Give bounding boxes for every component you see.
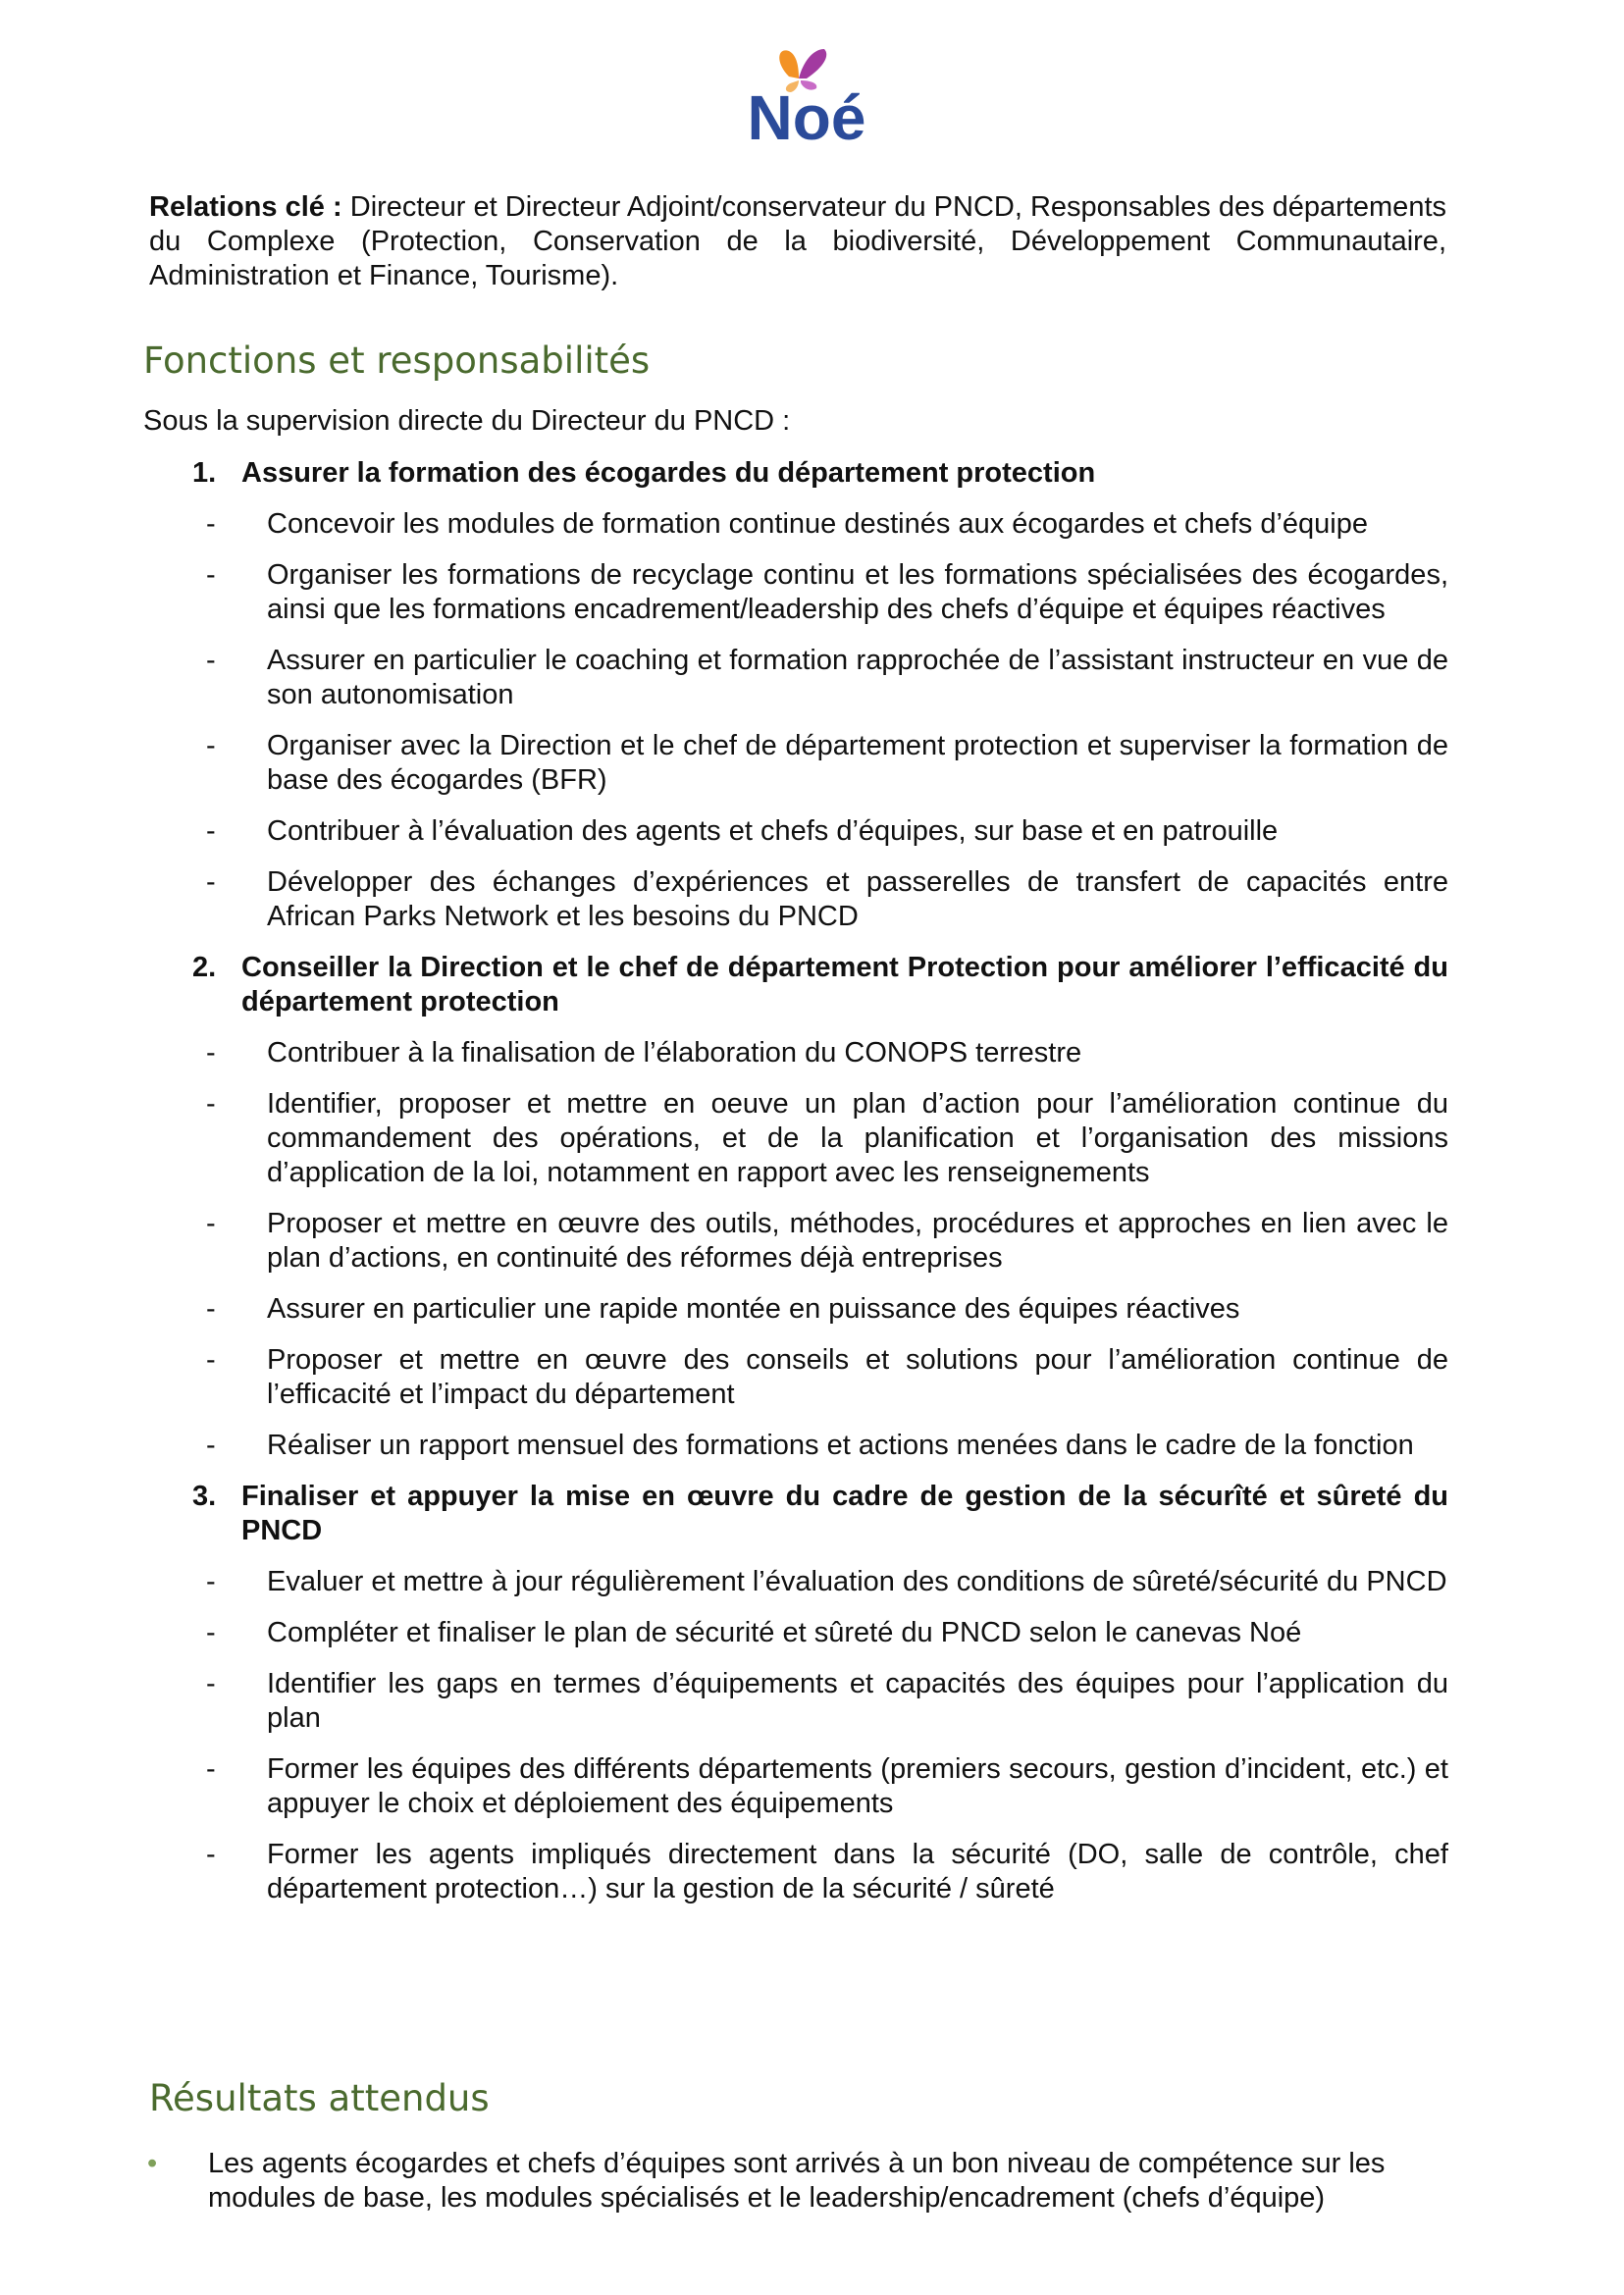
- logo-text: Noé: [747, 82, 866, 151]
- functions-intro: Sous la supervision directe du Directeur du PNCD :: [143, 405, 791, 437]
- section-title: [143, 1480, 1448, 1548]
- section-title: [143, 456, 1448, 491]
- section-2: [143, 951, 1448, 1463]
- relations-text: Directeur et Directeur Adjoint/conservateur du PNCD, Responsables des départements du Complexe (Protection, Conservation de la biodiversité, Développement Communautaire, Administration et Finance, Tourisme).: [149, 191, 1446, 291]
- results-list: [143, 2147, 1460, 2216]
- section-number: 1.: [192, 457, 217, 489]
- section-title-text: Conseiller la Direction et le chef de département Protection pour améliorer l’efficacité du département protection: [241, 952, 1448, 1017]
- section-title-text: Assurer la formation des écogardes du département protection: [241, 457, 1096, 489]
- list-item: - Contribuer à l’évaluation des agents et chefs d’équipes, sur base et en patrouille: [206, 815, 1279, 847]
- relations-label: Relations clé :: [149, 191, 342, 223]
- results-heading: Résultats attendus: [149, 2077, 490, 2119]
- section-3: [143, 1480, 1448, 1906]
- list-item: - Organiser les formations de recyclage continu et les formations spécialisées des écogardes, ainsi que les formations encadrement/leadership des chefs d’équipe et équipes réactives: [206, 559, 1448, 625]
- list-item: - Proposer et mettre en œuvre des outils, méthodes, procédures et approches en lien avec le plan d’actions, en continuité des réformes déjà entreprises: [206, 1208, 1448, 1274]
- section-number: 2.: [192, 952, 217, 983]
- functions-sections: [143, 456, 1448, 1923]
- list-item: - Contribuer à la finalisation de l’élaboration du CONOPS terrestre: [206, 1037, 1082, 1069]
- list-item: • Les agents écogardes et chefs d’équipes sont arrivés à un bon niveau de compétence sur les modules de base, les modules spécialisés et le leadership/encadrement (chefs d’équipe): [147, 2148, 1386, 2214]
- list-item: - Proposer et mettre en œuvre des conseils et solutions pour l’amélioration continue de l’efficacité et l’impact du département: [206, 1344, 1448, 1410]
- list-item: - Assurer en particulier une rapide montée en puissance des équipes réactives: [206, 1293, 1240, 1325]
- section-title-text: Finaliser et appuyer la mise en œuvre du cadre de gestion de la sécurîté et sûreté du PNCD: [241, 1481, 1448, 1546]
- section-1: [143, 456, 1448, 934]
- list-item: - Concevoir les modules de formation continue destinés aux écogardes et chefs d’équipe: [206, 508, 1369, 540]
- section-title: [143, 951, 1448, 1019]
- bullet-icon: •: [147, 2148, 158, 2179]
- list-item: - Former les équipes des différents départements (premiers secours, gestion d’incident, etc.) et appuyer le choix et déploiement des équipements: [206, 1753, 1448, 1819]
- section-number: 3.: [192, 1481, 217, 1512]
- relations-paragraph: [149, 190, 1446, 293]
- list-item: - Identifier les gaps en termes d’équipements et capacités des équipes pour l’application du plan: [206, 1668, 1448, 1734]
- list-item: - Compléter et finaliser le plan de sécurité et sûreté du PNCD selon le canevas Noé: [206, 1617, 1302, 1648]
- list-item: - Evaluer et mettre à jour régulièrement l’évaluation des conditions de sûreté/sécurité du PNCD: [206, 1566, 1447, 1597]
- list-item: - Assurer en particulier le coaching et formation rapprochée de l’assistant instructeur en vue de son autonomisation: [206, 645, 1448, 710]
- functions-heading: Fonctions et responsabilités: [143, 339, 651, 382]
- list-item: - Former les agents impliqués directement dans la sécurité (DO, salle de contrôle, chef département protection…) sur la gestion de la sécurité / sûreté: [206, 1839, 1448, 1904]
- noe-logo: [728, 33, 885, 151]
- list-item: - Identifier, proposer et mettre en oeuve un plan d’action pour l’amélioration continue du commandement des opérations, et de la planification et l’organisation des missions d’application de la loi, notamment en rapport avec les renseignements: [206, 1088, 1448, 1188]
- list-item: - Organiser avec la Direction et le chef de département protection et superviser la formation de base des écogardes (BFR): [206, 730, 1448, 796]
- list-item: - Développer des échanges d’expériences et passerelles de transfert de capacités entre African Parks Network et les besoins du PNCD: [206, 866, 1448, 932]
- list-item: - Réaliser un rapport mensuel des formations et actions menées dans le cadre de la fonction: [206, 1430, 1414, 1461]
